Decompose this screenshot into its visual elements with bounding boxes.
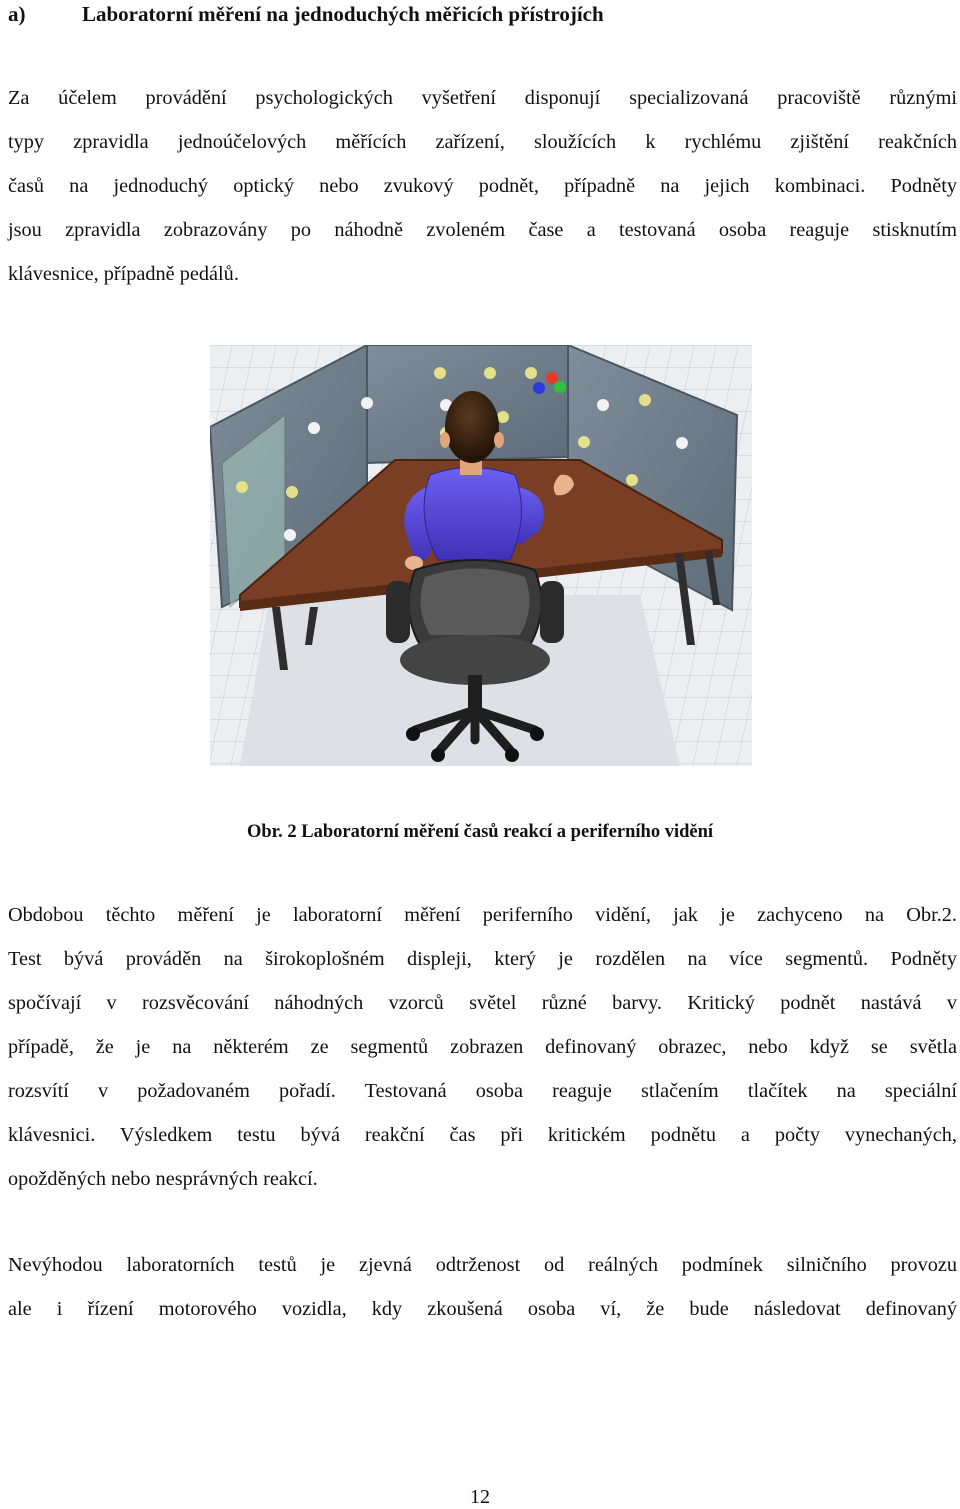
section-title: Laboratorní měření na jednoduchých měřicích přístrojích [82,1,604,26]
text-line: Nevýhodou laboratorních testů je zjevná odtrženost od reálných podmínek silničního provozu [8,1254,957,1276]
reaction-test-illustration [210,345,752,766]
person-head [445,391,499,463]
paragraph-peripheral-vision [8,893,957,1201]
paragraph-intro [8,76,957,296]
person-ear [494,432,504,448]
chair-right-armrest [540,581,564,643]
text-line: případě, že je na některém ze segmentů zobrazen definovaný obrazec, nebo když se světla [8,1036,957,1058]
text-line: typy zpravidla jednoúčelových měřících zařízení, sloužících k rychlému zjištění reakčních [8,131,957,153]
figure-caption: Obr. 2 Laboratorní měření časů reakcí a periferního vidění [246,822,714,842]
text-line: Obdobou těchto měření je laboratorní měření periferního vidění, jak je zachyceno na Obr.2. [8,904,957,926]
text-line: jsou zpravidla zobrazovány po náhodně zvoleném čase a testovaná osoba reaguje stisknutím [8,219,957,241]
text-line: klávesnici. Výsledkem testu bývá reakční čas při kritickém podnětu a počty vynechaných, [8,1124,957,1146]
chair-post [468,675,482,710]
person-ear [440,432,450,448]
text-line: spočívají v rozsvěcování náhodných vzorců světel různé barvy. Kritický podnět nastává v [8,992,957,1014]
text-line: rozsvítí v požadovaném pořadí. Testovaná osoba reaguje stlačením tlačítek na speciální [8,1080,957,1102]
text-line: ale i řízení motorového vozidla, kdy zkoušená osoba ví, že bude následovat definovaný [8,1298,957,1320]
paragraph-disadvantages [8,1243,957,1331]
text-line: opožděných nebo nesprávných reakcí. [8,1168,318,1190]
person-torso [424,468,521,561]
text-line: Test bývá prováděn na širokoplošném displeji, který je rozdělen na více segmentů. Podněty [8,948,957,970]
chair-back-cushion [421,569,530,636]
page-number: 12 [470,1486,490,1508]
chair-left-armrest [386,581,410,643]
section-number: a) [8,1,26,26]
text-line: klávesnice, případně pedálů. [8,263,239,285]
section-heading [8,0,604,28]
text-line: časů na jednoduchý optický nebo zvukový podnět, případně na jejich kombinaci. Podněty [8,175,957,197]
text-line: Za účelem provádění psychologických vyšetření disponují specializovaná pracoviště různými [8,87,957,109]
